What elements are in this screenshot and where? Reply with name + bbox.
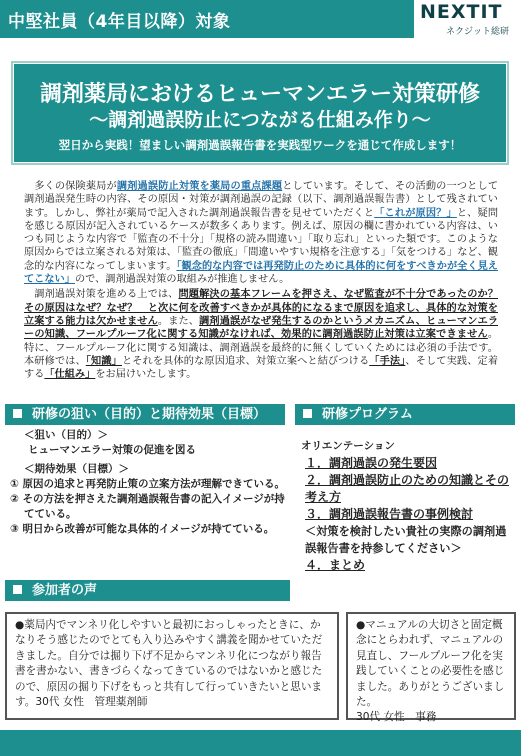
text-run: とそれを具体的な原因追求、対策立案へと結びつける — [121, 355, 370, 367]
program-item: ２．調剤過誤防止のための知識とその考え方 — [305, 473, 510, 504]
aims-section-header — [5, 404, 285, 425]
goal-item: ③ 明日から改善が可能な具体的イメージが持てている。 — [10, 523, 275, 535]
testimonial-text: ●薬局内でマンネリ化しやすいと最初におっしゃったときに、かなりそう感じたのでとても入り込みやすく講義を聞かせていただきました。自分では掘り下げ不足からマンネリ化につながり報告書を書かない、書きづらくなってきているのではないかと感じたので、原因の掘り下げをもっと共有して行っていきたいと思います。30代 女性 管理薬剤師 — [15, 619, 323, 709]
goal-item: ① 原因の追求と再発防止策の立案方法が理解できている。 — [10, 478, 286, 490]
section-title: 研修の狙い（目的）と期待効果（目標） — [32, 407, 267, 422]
highlight-text: 調剤過誤防止対策を薬局の重点課題 — [116, 181, 283, 192]
title-banner — [14, 64, 506, 162]
program-item: ３．調剤過誤報告書の事例検討 — [305, 507, 474, 521]
purpose-text: ヒューマンエラー対策の促進を図る — [28, 444, 196, 456]
text-run: としています。そして、その活動の一つとして調剤過誤発生時の内容、その原因・対策が調剤過誤の記録（以下、調剤過誤報告書）として残されています。しかし、弊社が薬局で記入された調剤過誤報告書を見せていただくと — [24, 181, 499, 219]
testimonial-card — [346, 612, 516, 724]
highlight-text: 問題解決の基本フレームを押さえ、なぜ監査が不十分であったのか？その原因はなぜ？なぜ？ と次に何を改善すべきかが具体的になるまで原因を追求し、具体的な対策を立案する能力は欠かせません — [24, 289, 499, 327]
highlight-text: 調剤過誤がなぜ発生するのかというメカニズム、ヒューマンエラーの知識、フールプルーフ化に関する知識がなければ、効果的に調剤過誤防止対策は立案できません — [24, 315, 498, 341]
text-run: をお届けいたします。 — [95, 369, 197, 381]
square-bullet-icon — [13, 409, 22, 418]
footer-bar — [0, 730, 521, 756]
company-logo — [414, 0, 521, 38]
text-run: 。また、 — [157, 315, 200, 327]
program-section-header — [295, 404, 515, 425]
text-run: ので、調剤過誤対策の取組みが推進しません。 — [74, 274, 290, 286]
text-run: 多くの保険薬局が — [34, 181, 117, 192]
text-run: 、そして実践、定着する — [24, 355, 499, 381]
section-title: 研修プログラム — [322, 407, 413, 422]
program-orientation: オリエンテーション — [301, 440, 395, 452]
highlight-text: 「仕組み」 — [44, 369, 96, 381]
square-bullet-icon — [303, 409, 312, 418]
target-audience: 中堅社員（4年目以降）対象 — [8, 12, 231, 32]
highlight-text: 「知識」 — [85, 355, 122, 367]
text-run: と、疑問を感じる原因が記入されているケースが数多くあります。例えば、原因の欄に書かれている内容は、いつも同じような内容で「監査の不十分」「規格の読み間違い」「取り忘れ」といった類です。このような原因からでは立案される対策は、「監査の徹底」「間違いやすい規格を注意する」「気をつける」など、観念的な内容になってしまいます。 — [24, 207, 499, 272]
highlight-text: 「観念的な内容では再発防止のために具体的に何をすべきかが全く見えてこない」 — [24, 260, 498, 286]
highlight-text: 「手法」 — [369, 355, 406, 367]
testimonial-author: 30代 女性 事務 — [356, 711, 437, 724]
section-title: 参加者の声 — [32, 583, 98, 598]
aims-content — [10, 428, 290, 537]
main-title: 調剤薬局におけるヒューマンエラー対策研修 — [39, 82, 480, 107]
text-run: 調剤過誤対策を進める上では、 — [34, 289, 179, 301]
purpose-label: ＜狙い（目的）＞ — [24, 429, 108, 441]
text-run: 。特に、フールプルーフ化に関する知識は、調剤過誤を最終的に無くしていくためには必須の手法です。本研修では、 — [24, 329, 498, 367]
logo-wordmark: NEXTIT — [420, 1, 503, 23]
program-item: １．調剤過誤の発生要因 — [305, 456, 438, 470]
program-note: ＜対策を検討したい貴社の実際の調剤過誤報告書を持参してください＞ — [305, 525, 507, 555]
goal-item: ② その方法を押さえた調剤過誤報告書の記入イメージが持てている。 — [10, 493, 285, 520]
logo-subtitle: ネクジット総研 — [446, 27, 510, 37]
square-bullet-icon — [13, 585, 22, 594]
intro-text — [24, 180, 498, 383]
title-tagline: 翌日から実践！望ましい調剤過誤報告書を実践型ワークを通じて作成します！ — [58, 138, 462, 152]
program-content — [301, 438, 516, 574]
goal-label: ＜期待効果（目標）＞ — [24, 463, 129, 475]
sub-title: ～調剤過誤防止につながる仕組み作り～ — [89, 109, 431, 131]
intro-paragraph-2 — [24, 288, 498, 381]
header-bar — [0, 0, 521, 38]
intro-paragraph-1 — [24, 180, 498, 286]
highlight-text: 「これが原因？」 — [374, 207, 457, 219]
testimonial-text: ●マニュアルの大切さと固定概念にとらわれず、マニュアルの見直し、フールプルーフ化を実践していくことの必要性を感じました。ありがとうございました。 — [356, 619, 505, 709]
voice-section-header — [5, 580, 290, 601]
program-item: ４．まとめ — [305, 558, 366, 572]
testimonial-card — [5, 612, 339, 720]
